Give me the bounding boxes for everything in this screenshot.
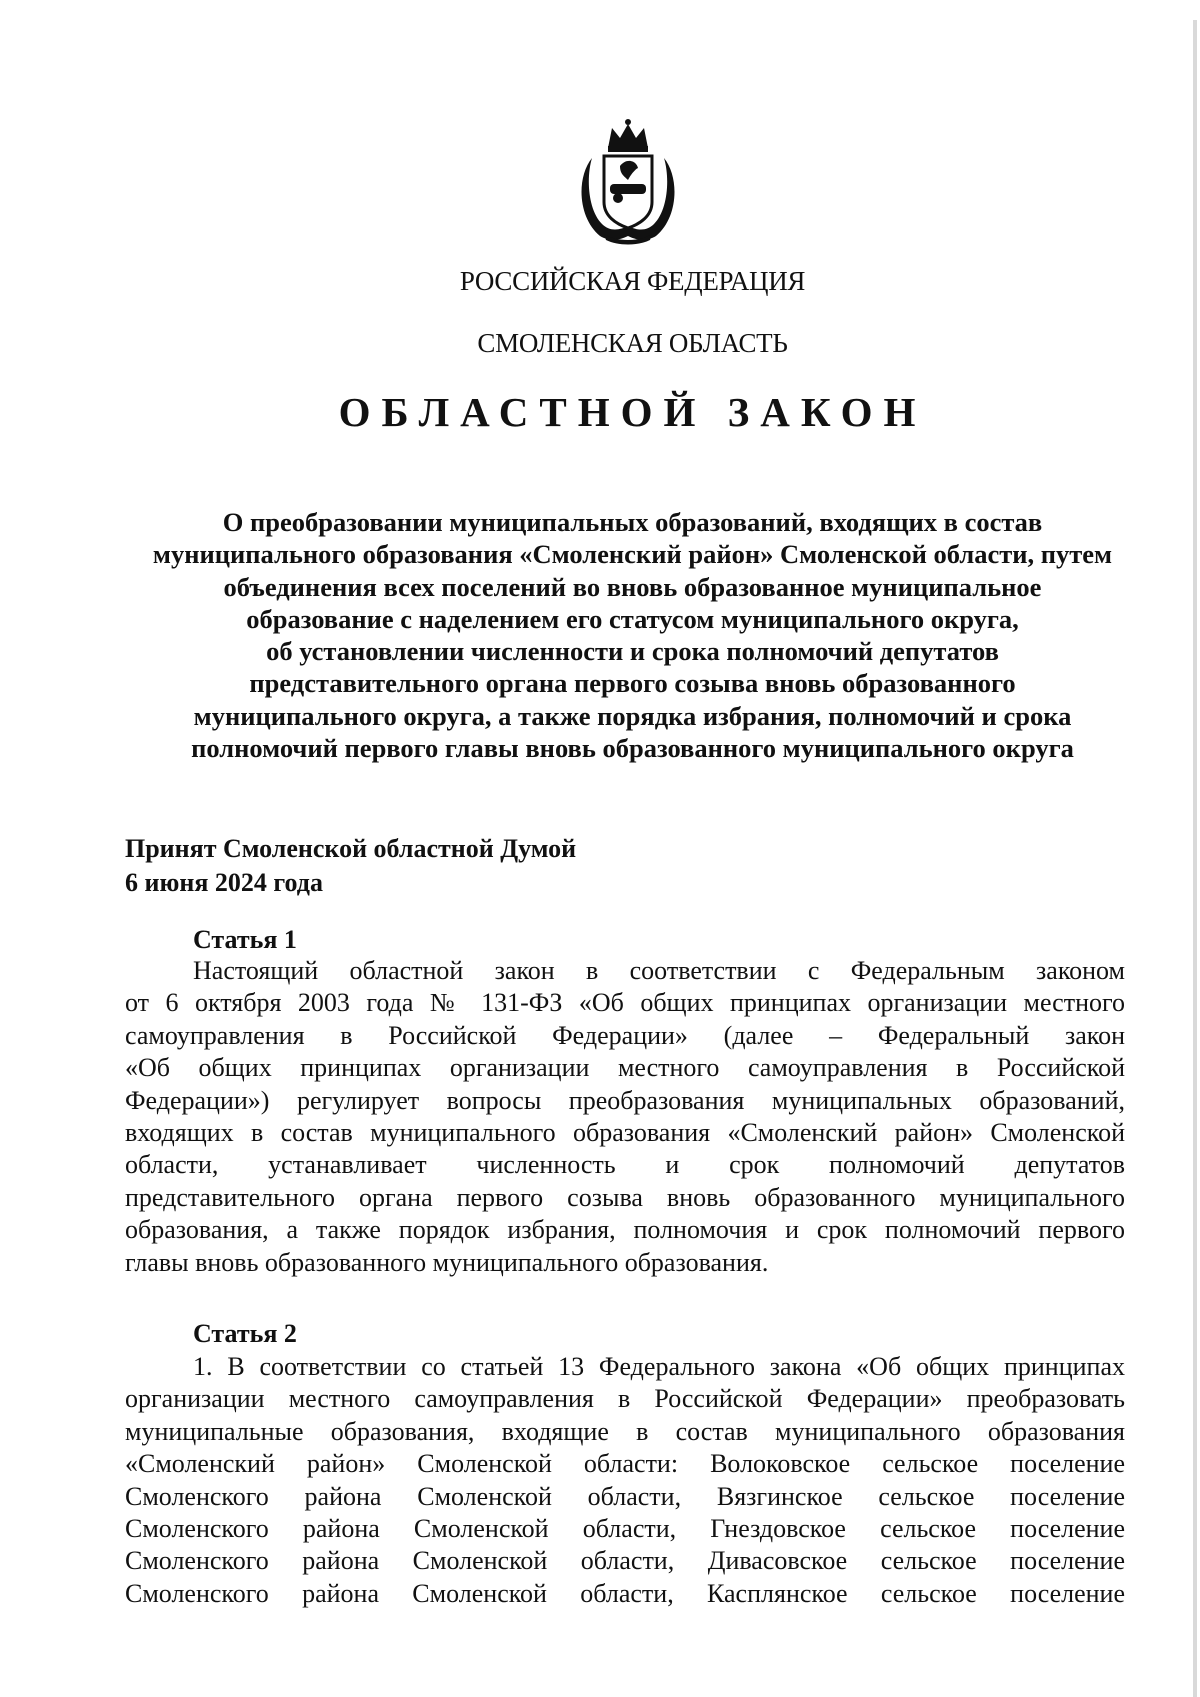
law-title-line: об установлении численности и срока полномочий депутатов <box>266 636 999 667</box>
text-line: Смоленского района Смоленской области, Касплянское сельское поселение <box>125 1578 1125 1608</box>
text-line: Федерации») регулирует вопросы преобразования муниципальных образований, <box>125 1085 1125 1115</box>
text-line: «Об общих принципах организации местного самоуправления в Российской <box>125 1053 1125 1083</box>
law-title-line: муниципального округа, а также порядка избрания, полномочий и срока <box>193 700 1072 731</box>
text-line: 1. В соответствии со статьей 13 Федерального закона «Об общих принципах <box>193 1352 1125 1381</box>
article-2-heading: Статья 2 <box>193 1319 297 1348</box>
law-title-line: объединения всех поселений во вновь образованное муниципальное <box>223 571 1042 602</box>
law-title-line: полномочий первого главы вновь образованного муниципального округа <box>191 733 1074 764</box>
article-2-text <box>125 1351 1125 1610</box>
text-line: Настоящий областной закон в соответствии с Федеральным законом <box>193 956 1125 985</box>
text-line: главы вновь образованного муниципального образования. <box>125 1247 769 1277</box>
text-line: Смоленского района Смоленской области, Вязгинское сельское поселение <box>125 1481 1125 1511</box>
article-1-text <box>125 955 1125 1279</box>
text-line: муниципальные образования, входящие в состав муниципального образования <box>125 1416 1125 1446</box>
text-line: образования, а также порядок избрания, полномочия и срок полномочий первого <box>125 1215 1125 1245</box>
law-title-line: образование с наделением его статусом муниципального округа, <box>246 603 1019 634</box>
text-line: самоуправления в Российской Федерации» (далее – Федеральный закон <box>125 1020 1125 1050</box>
text-line: входящих в состав муниципального образования «Смоленский район» Смоленской <box>125 1118 1125 1148</box>
text-line: организации местного самоуправления в Российской Федерации» преобразовать <box>125 1384 1125 1414</box>
country-header: РОССИЙСКАЯ ФЕДЕРАЦИЯ <box>459 266 806 296</box>
law-title <box>120 506 1145 764</box>
adopted-by: Принят Смоленской областной Думой <box>125 834 577 863</box>
adoption-date: 6 июня 2024 года <box>125 868 323 897</box>
text-line: области, устанавливает численность и срок полномочий депутатов <box>125 1150 1125 1180</box>
document-type-title: ОБЛАСТНОЙ ЗАКОН <box>338 389 927 435</box>
text-line: представительного органа первого созыва вновь образованного муниципального <box>125 1182 1125 1212</box>
text-line: «Смоленский район» Смоленской области: Волоковское сельское поселение <box>125 1449 1125 1479</box>
coat-of-arms-emblem <box>570 118 686 246</box>
text-line: Смоленского района Смоленской области, Гнездовское сельское поселение <box>125 1514 1125 1544</box>
law-title-line: муниципального образования «Смоленский район» Смоленской области, путем <box>152 539 1113 570</box>
text-line: от 6 октября 2003 года № 131-ФЗ «Об общих принципах организации местного <box>125 988 1125 1018</box>
text-line: Смоленского района Смоленской области, Дивасовское сельское поселение <box>125 1546 1125 1576</box>
adoption-note <box>125 832 576 900</box>
law-title-line: О преобразовании муниципальных образований, входящих в состав <box>222 507 1043 537</box>
law-title-line: представительного органа первого созыва вновь образованного <box>249 668 1016 699</box>
article-1-heading: Статья 1 <box>193 925 297 954</box>
region-header: СМОЛЕНСКАЯ ОБЛАСТЬ <box>477 328 788 358</box>
